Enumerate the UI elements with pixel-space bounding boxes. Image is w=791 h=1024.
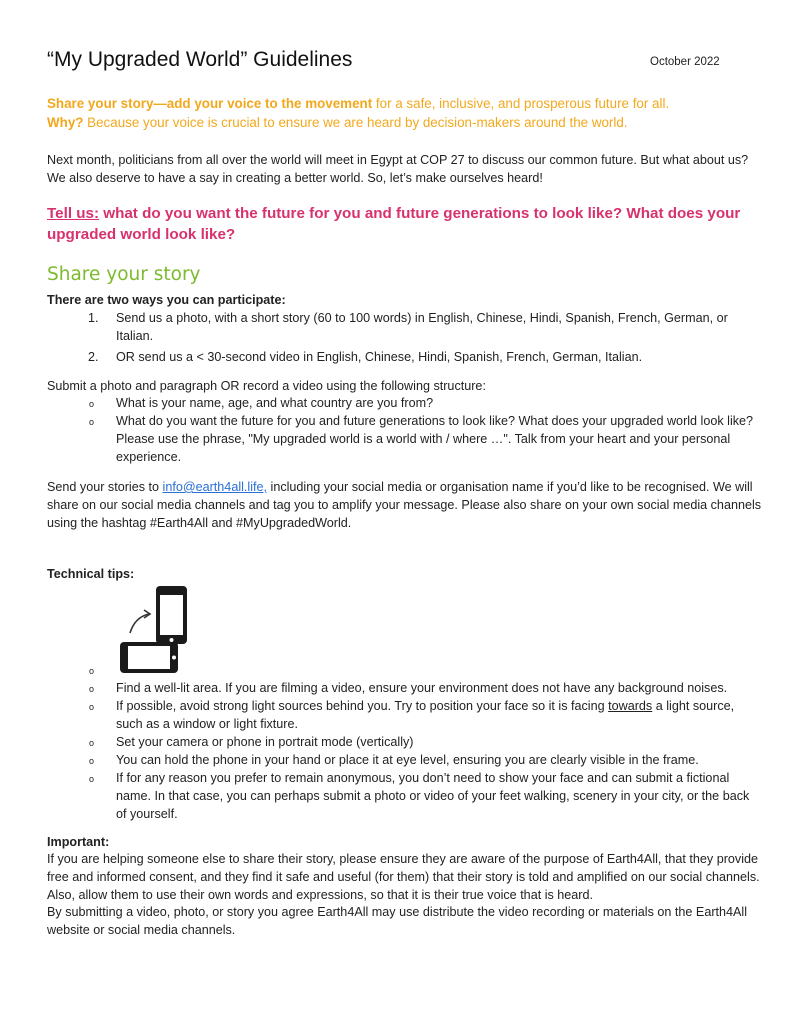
structure-intro: Submit a photo and paragraph OR record a video using the following structure: <box>47 379 486 393</box>
send-before: Send your stories to <box>47 480 163 494</box>
important-heading: Important: <box>47 835 110 849</box>
list-item <box>0 679 756 697</box>
list-item <box>0 348 756 366</box>
document-title: “My Upgraded World” Guidelines <box>47 48 353 71</box>
bullet-icon: o <box>89 666 95 676</box>
list-item <box>0 769 756 823</box>
tip-underline-towards: towards <box>608 699 653 713</box>
bullet-icon: o <box>89 738 95 748</box>
list-item-text: What do you want the future for you and future generations to look like? What does your upgraded world look like? Please use the phrase, "My upgraded world is a world with / where …". Talk from your heart and your personal experience. <box>116 414 754 464</box>
list-item-text <box>116 697 756 733</box>
document-date: October 2022 <box>650 56 720 68</box>
list-item-text: OR send us a < 30-second video in English, Chinese, Hindi, Spanish, French, German, Italian. <box>116 350 643 364</box>
bullet-icon: o <box>89 684 95 694</box>
tips-heading: Technical tips: <box>47 567 135 581</box>
intro-block <box>47 94 757 132</box>
intro-line-1-rest: for a safe, inclusive, and prosperous future for all. <box>372 96 670 111</box>
tell-us-text: what do you want the future for you and future generations to look like? What does your upgraded world look like? <box>47 205 741 243</box>
share-subheading: There are two ways you can participate: <box>47 293 286 307</box>
tip-text-after: a light source, such as a window or light fixture. <box>116 699 735 731</box>
tip-text-before: If possible, avoid strong light sources behind you. Try to position your face so it is facing <box>116 699 609 713</box>
list-item-text: Set your camera or phone in portrait mode (vertically) <box>116 735 414 749</box>
list-item-text: Send us a photo, with a short story (60 to 100 words) in English, Chinese, Hindi, Spanish, French, German, or Italian. <box>116 311 728 343</box>
send-stories-paragraph <box>47 478 762 532</box>
participation-list <box>0 309 756 366</box>
tips-list <box>0 661 756 823</box>
tell-us-prefix: Tell us: <box>47 205 100 222</box>
bullet-icon: o <box>89 417 95 427</box>
send-after: including your social media or organisation name if you’d like to be recognised. We will share on our social media channels and tag you to amplify your message. Please also share on your own social media channels using the hashtag #Earth4All and #MyUpgradedWorld. <box>47 480 762 530</box>
intro-line-1-bold: Share your story—add your voice to the movement <box>47 96 373 111</box>
list-item-number: 1. <box>88 311 99 325</box>
bullet-icon: o <box>89 756 95 766</box>
paragraph-cop27: Next month, politicians from all over the world will meet in Egypt at COP 27 to discuss our common future. But what about us? We also deserve to have a say in creating a better world. So, let’s make ourselves heard! <box>47 153 749 185</box>
list-item <box>0 394 756 412</box>
list-item <box>0 733 756 751</box>
list-item-text: You can hold the phone in your hand or place it at eye level, ensuring you are clearly visible in the frame. <box>116 753 699 767</box>
list-item-empty <box>0 661 756 679</box>
structure-list <box>0 394 756 466</box>
intro-line-2-rest: Because your voice is crucial to ensure we are heard by decision-makers around the world. <box>83 115 628 130</box>
important-paragraph-1: If you are helping someone else to share their story, please ensure they are aware of the purpose of Earth4All, that they provide free and informed consent, and they find it safe and useful (for them) that their story is told and amplified on our social channels. Also, allow them to use their own words and expressions, so that it is their true voice that is heard. <box>47 852 760 902</box>
bullet-icon: o <box>89 399 95 409</box>
intro-line-2 <box>47 113 757 132</box>
intro-line-2-bold: Why? <box>47 115 84 130</box>
list-item-text: If for any reason you prefer to remain anonymous, you don’t need to show your face and can submit a fictional name. In that case, you can perhaps submit a photo or video of your feet walking, scenery in your city, or the back of yourself. <box>116 771 750 821</box>
share-heading: Share your story <box>47 264 201 285</box>
list-item <box>0 309 756 345</box>
list-item-text: What is your name, age, and what country are you from? <box>116 396 434 410</box>
list-item-text: Find a well-lit area. If you are filming a video, ensure your environment does not have any background noises. <box>116 681 728 695</box>
tell-us-question <box>47 203 747 245</box>
email-link[interactable]: info@earth4all.life, <box>162 480 268 494</box>
bullet-icon: o <box>89 702 95 712</box>
bullet-icon: o <box>89 774 95 784</box>
intro-line-1 <box>47 94 757 113</box>
important-paragraph-2: By submitting a video, photo, or story you agree Earth4All may use distribute the video recording or materials on the Earth4All website or social media channels. <box>47 905 748 937</box>
list-item <box>0 751 756 769</box>
list-item <box>0 412 756 466</box>
list-item-number: 2. <box>88 350 99 364</box>
list-item <box>0 697 756 733</box>
